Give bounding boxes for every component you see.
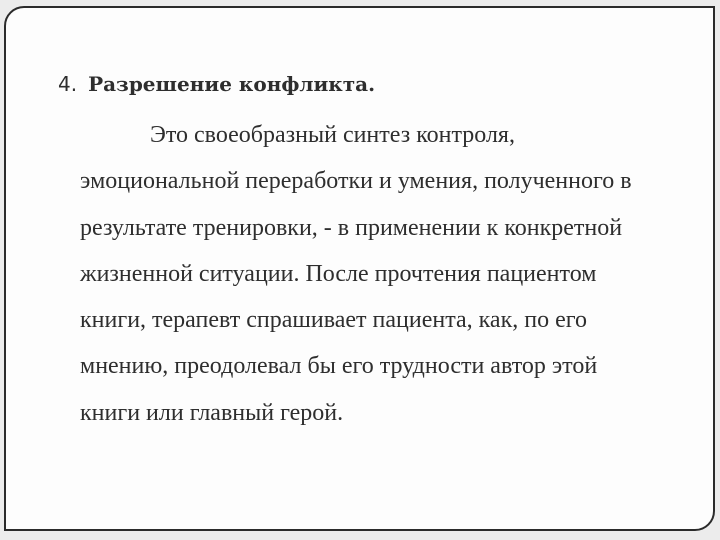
body-line: книги, терапевт спрашивает пациента, как, по его	[80, 307, 587, 334]
body-line: книги или главный герой.	[80, 399, 344, 426]
body-text	[80, 112, 632, 436]
body-line: Это своеобразный синтез контроля,	[150, 122, 515, 148]
slide-heading	[58, 68, 375, 100]
body-line: жизненной ситуации. После прочтения пациентом	[80, 260, 597, 287]
slide-frame	[4, 6, 715, 531]
body-line: результате тренировки, - в применении к конкретной	[80, 214, 623, 241]
heading-number: 4.	[58, 72, 78, 96]
body-line: мнению, преодолевал бы его трудности автор этой	[80, 353, 598, 380]
heading-title: Разрешение конфликта.	[88, 72, 376, 96]
body-line: эмоциональной переработки и умения, полученного в	[80, 168, 632, 195]
